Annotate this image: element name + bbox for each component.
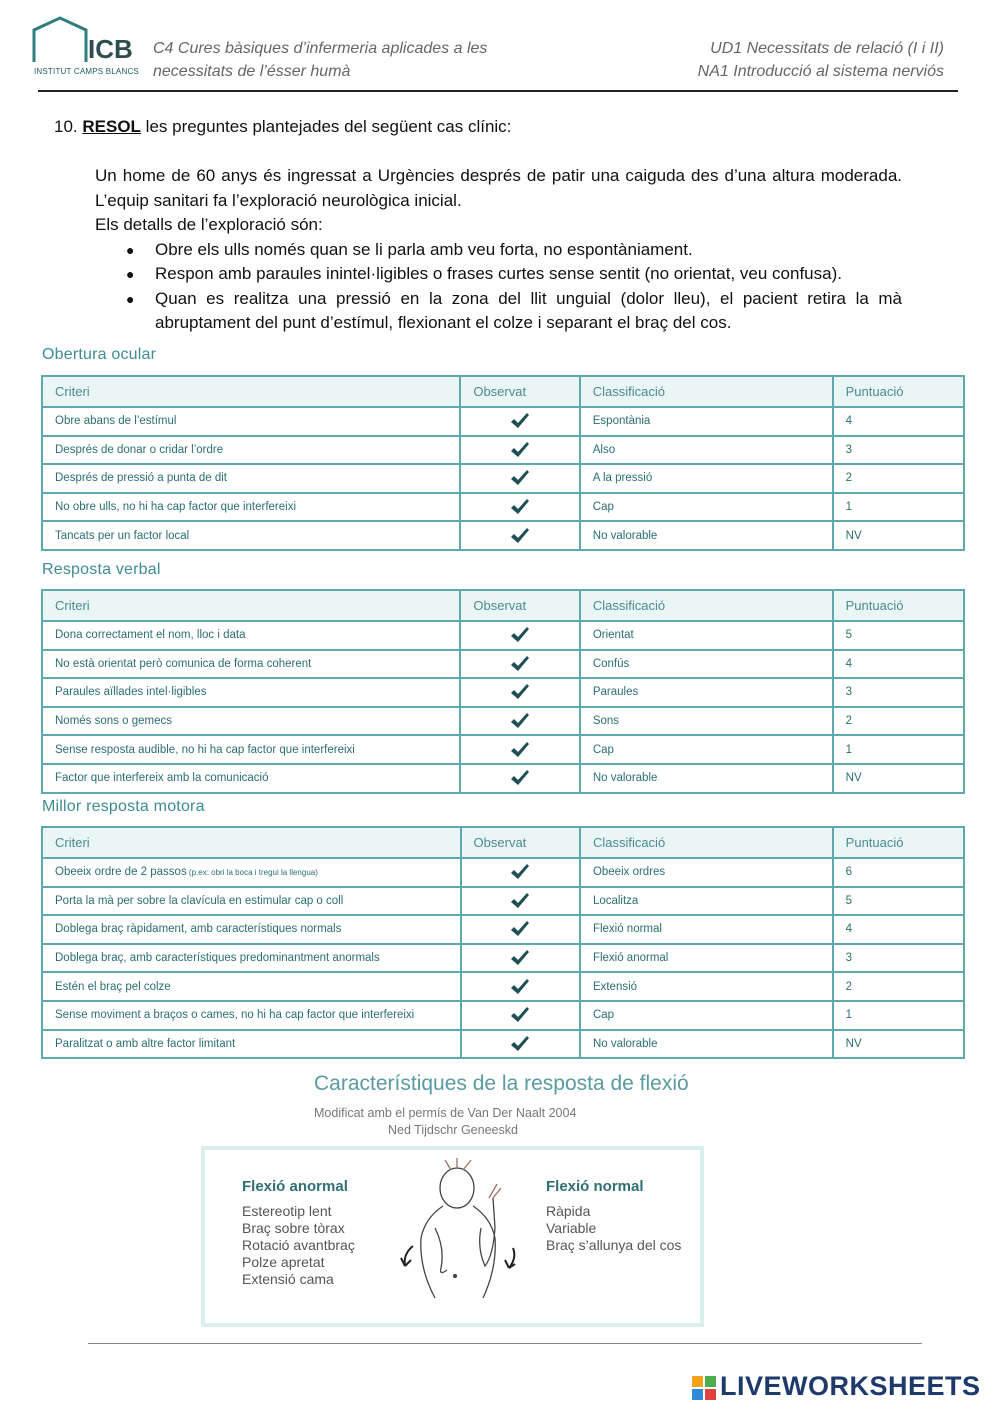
classificacio-cell: No valorable xyxy=(580,764,833,793)
column-header: Puntuació xyxy=(833,827,964,858)
case-bullet: ● Quan es realitza una pressió en la zona del llit unguial (dolor lleu), el pacient retira la mà abruptament del punt d’estímul, flexionant el colze i separant el braç del cos. xyxy=(155,287,902,336)
logo-letters: ICB xyxy=(88,34,133,64)
table-row xyxy=(42,972,964,1001)
table-row xyxy=(42,407,964,436)
checkmark-icon xyxy=(510,769,530,787)
classificacio-cell: Flexió anormal xyxy=(580,944,833,973)
table-row xyxy=(42,887,964,916)
verbal-section-title: Resposta verbal xyxy=(42,561,161,578)
puntuacio-cell: 5 xyxy=(833,621,964,650)
observat-cell[interactable] xyxy=(460,464,579,493)
criteri-cell: Paraules aïllades intel·ligibles xyxy=(42,678,460,707)
question-heading: 10. RESOL les preguntes plantejades del següent cas clínic: xyxy=(54,117,512,136)
criteri-cell: Sense moviment a braços o cames, no hi ha cap factor que interfereixi xyxy=(42,1001,461,1030)
question-keyword: RESOL xyxy=(82,117,141,136)
footer-divider xyxy=(88,1343,922,1344)
checkmark-icon xyxy=(510,412,530,430)
table-row xyxy=(42,650,964,679)
observat-cell[interactable] xyxy=(461,972,580,1001)
observat-cell[interactable] xyxy=(460,735,579,764)
school-logo xyxy=(30,14,140,76)
observat-cell[interactable] xyxy=(460,678,579,707)
checkmark-icon xyxy=(510,498,530,516)
criteri-cell: Tancats per un factor local xyxy=(42,521,460,550)
table-row xyxy=(42,707,964,736)
flexion-figure-box xyxy=(201,1146,704,1327)
checkmark-icon xyxy=(510,863,530,881)
classificacio-cell: A la pressió xyxy=(580,464,833,493)
criteri-cell: Obeeix ordre de 2 passos (p.ex: obri la boca i tregui la llengua) xyxy=(42,858,461,887)
classificacio-cell: Extensió xyxy=(580,972,833,1001)
classificacio-cell: Cap xyxy=(580,735,833,764)
classificacio-cell: Localitza xyxy=(580,887,833,916)
observat-cell[interactable] xyxy=(461,858,580,887)
table-row xyxy=(42,1030,964,1059)
criteri-cell: Doblega braç, amb característiques predominantment anormals xyxy=(42,944,461,973)
case-bullet: ● Obre els ulls només quan se li parla amb veu forta, no espontàniament. xyxy=(155,238,902,263)
column-header: Classificació xyxy=(580,590,833,621)
table-row xyxy=(42,621,964,650)
table-row xyxy=(42,735,964,764)
column-header: Observat xyxy=(460,590,579,621)
classificacio-cell: Obeeix ordres xyxy=(580,858,833,887)
liveworksheets-logo-icon xyxy=(692,1376,716,1400)
eye-table xyxy=(41,375,965,551)
abnormal-item: Polze apretat xyxy=(242,1254,325,1270)
course-title: C4 Cures bàsiques d’infermeria aplicades a les necessitats de l’ésser humà xyxy=(153,40,488,80)
observat-cell[interactable] xyxy=(460,407,579,436)
column-header: Puntuació xyxy=(833,590,964,621)
column-header: Observat xyxy=(461,827,580,858)
case-bullets xyxy=(95,238,902,336)
criteri-cell: No està orientat però comunica de forma coherent xyxy=(42,650,460,679)
puntuacio-cell: 3 xyxy=(833,436,964,465)
puntuacio-cell: 3 xyxy=(833,944,964,973)
observat-cell[interactable] xyxy=(460,621,579,650)
column-header: Criteri xyxy=(42,827,461,858)
observat-cell[interactable] xyxy=(460,493,579,522)
normal-item: Braç s’allunya del cos xyxy=(546,1237,682,1253)
observat-cell[interactable] xyxy=(460,707,579,736)
abnormal-item: Rotació avantbraç xyxy=(242,1237,355,1253)
case-intro: Un home de 60 anys és ingressat a Urgències després de patir una caiguda des d’una altura moderada. L’equip sanitari fa l’exploració neurològica inicial. xyxy=(95,166,902,210)
puntuacio-cell: 1 xyxy=(833,735,964,764)
criteri-cell: Després de donar o cridar l’ordre xyxy=(42,436,460,465)
checkmark-icon xyxy=(510,441,530,459)
patient-figure-illustration xyxy=(385,1158,535,1318)
observat-cell[interactable] xyxy=(461,915,580,944)
observat-cell[interactable] xyxy=(461,944,580,973)
column-header: Observat xyxy=(460,376,579,407)
case-details-label: Els detalls de l’exploració són: xyxy=(95,215,323,234)
table-row xyxy=(42,764,964,793)
puntuacio-cell: NV xyxy=(833,1030,964,1059)
abnormal-item: Extensió cama xyxy=(242,1271,334,1287)
criteri-cell: Dona correctament el nom, lloc i data xyxy=(42,621,460,650)
classificacio-cell: No valorable xyxy=(580,521,833,550)
checkmark-icon xyxy=(510,1035,530,1053)
classificacio-cell: Flexió normal xyxy=(580,915,833,944)
abnormal-item: Estereotip lent xyxy=(242,1203,332,1219)
checkmark-icon xyxy=(510,741,530,759)
puntuacio-cell: 4 xyxy=(833,650,964,679)
checkmark-icon xyxy=(510,978,530,996)
liveworksheets-brand[interactable]: LIVEWORKSHEETS xyxy=(692,1371,981,1402)
table-row xyxy=(42,944,964,973)
puntuacio-cell: 2 xyxy=(833,972,964,1001)
checkmark-icon xyxy=(510,655,530,673)
checkmark-icon xyxy=(510,892,530,910)
clinical-case xyxy=(95,164,902,336)
table-row xyxy=(42,521,964,550)
checkmark-icon xyxy=(510,683,530,701)
observat-cell[interactable] xyxy=(460,436,579,465)
puntuacio-cell: 3 xyxy=(833,678,964,707)
puntuacio-cell: 1 xyxy=(833,493,964,522)
puntuacio-cell: 2 xyxy=(833,707,964,736)
eye-section-title: Obertura ocular xyxy=(42,346,157,363)
checkmark-icon xyxy=(510,626,530,644)
criteri-cell: No obre ulls, no hi ha cap factor que interfereixi xyxy=(42,493,460,522)
abnormal-item: Braç sobre tòrax xyxy=(242,1220,345,1236)
table-row xyxy=(42,678,964,707)
flexion-title: Característiques de la resposta de flexió xyxy=(314,1072,689,1095)
criteri-cell: Estén el braç pel colze xyxy=(42,972,461,1001)
table-row xyxy=(42,1001,964,1030)
abnormal-flexion-list: Flexió anormal Estereotip lent Braç sobre tòrax Rotació avantbraç Polze apretat Extensió cama xyxy=(242,1178,355,1287)
column-header: Classificació xyxy=(580,376,833,407)
criteri-cell: Sense resposta audible, no hi ha cap factor que interfereixi xyxy=(42,735,460,764)
checkmark-icon xyxy=(510,949,530,967)
normal-item: Variable xyxy=(546,1220,597,1236)
puntuacio-cell: 4 xyxy=(833,915,964,944)
column-header: Criteri xyxy=(42,590,460,621)
observat-cell[interactable] xyxy=(461,1030,580,1059)
criteri-cell: Obre abans de l’estímul xyxy=(42,407,460,436)
puntuacio-cell: 2 xyxy=(833,464,964,493)
column-header: Criteri xyxy=(42,376,460,407)
normal-item: Ràpida xyxy=(546,1203,591,1219)
motor-table xyxy=(41,826,965,1059)
flexion-subtitle: Modificat amb el permís de Van Der Naalt 2004 Ned Tijdschr Geneeskd xyxy=(314,1106,577,1137)
logo-house-icon xyxy=(30,14,140,66)
column-header: Classificació xyxy=(580,827,833,858)
criteri-cell: Factor que interfereix amb la comunicació xyxy=(42,764,460,793)
normal-flexion-list: Flexió normal Ràpida Variable Braç s’allunya del cos xyxy=(546,1178,682,1253)
logo-subtitle: INSTITUT CAMPS BLANCS xyxy=(34,67,139,76)
puntuacio-cell: 6 xyxy=(833,858,964,887)
puntuacio-cell: 5 xyxy=(833,887,964,916)
header-divider xyxy=(38,90,958,92)
classificacio-cell: Orientat xyxy=(580,621,833,650)
criteri-cell: Després de pressió a punta de dit xyxy=(42,464,460,493)
checkmark-icon xyxy=(510,920,530,938)
classificacio-cell: No valorable xyxy=(580,1030,833,1059)
criteri-cell: Paralitzat o amb altre factor limitant xyxy=(42,1030,461,1059)
classificacio-cell: Espontània xyxy=(580,407,833,436)
checkmark-icon xyxy=(510,1006,530,1024)
motor-section-title: Millor resposta motora xyxy=(42,798,205,815)
column-header: Puntuació xyxy=(833,376,964,407)
classificacio-cell: Also xyxy=(580,436,833,465)
observat-cell[interactable] xyxy=(461,887,580,916)
checkmark-icon xyxy=(510,712,530,730)
checkmark-icon xyxy=(510,469,530,487)
classificacio-cell: Paraules xyxy=(580,678,833,707)
table-row xyxy=(42,493,964,522)
observat-cell[interactable] xyxy=(461,1001,580,1030)
classificacio-cell: Sons xyxy=(580,707,833,736)
verbal-table xyxy=(41,589,965,794)
criteri-cell: Porta la mà per sobre la clavícula en estimular cap o coll xyxy=(42,887,461,916)
observat-cell[interactable] xyxy=(460,521,579,550)
classificacio-cell: Cap xyxy=(580,493,833,522)
puntuacio-cell: 4 xyxy=(833,407,964,436)
puntuacio-cell: 1 xyxy=(833,1001,964,1030)
criteri-note: (p.ex: obri la boca i tregui la llengua) xyxy=(186,868,318,878)
checkmark-icon xyxy=(510,527,530,545)
classificacio-cell: Cap xyxy=(580,1001,833,1030)
case-bullet: ● Respon amb paraules inintel·ligibles o frases curtes sense sentit (no orientat, veu confusa). xyxy=(155,262,902,287)
table-row xyxy=(42,464,964,493)
table-row xyxy=(42,915,964,944)
puntuacio-cell: NV xyxy=(833,521,964,550)
table-row xyxy=(42,436,964,465)
puntuacio-cell: NV xyxy=(833,764,964,793)
page-header xyxy=(0,0,999,92)
table-row xyxy=(42,858,964,887)
classificacio-cell: Confús xyxy=(580,650,833,679)
criteri-cell: Només sons o gemecs xyxy=(42,707,460,736)
criteri-cell: Doblega braç ràpidament, amb característiques normals xyxy=(42,915,461,944)
observat-cell[interactable] xyxy=(460,650,579,679)
unit-title: UD1 Necessitats de relació (I i II) NA1 Introducció al sistema nerviós xyxy=(697,40,944,80)
observat-cell[interactable] xyxy=(460,764,579,793)
